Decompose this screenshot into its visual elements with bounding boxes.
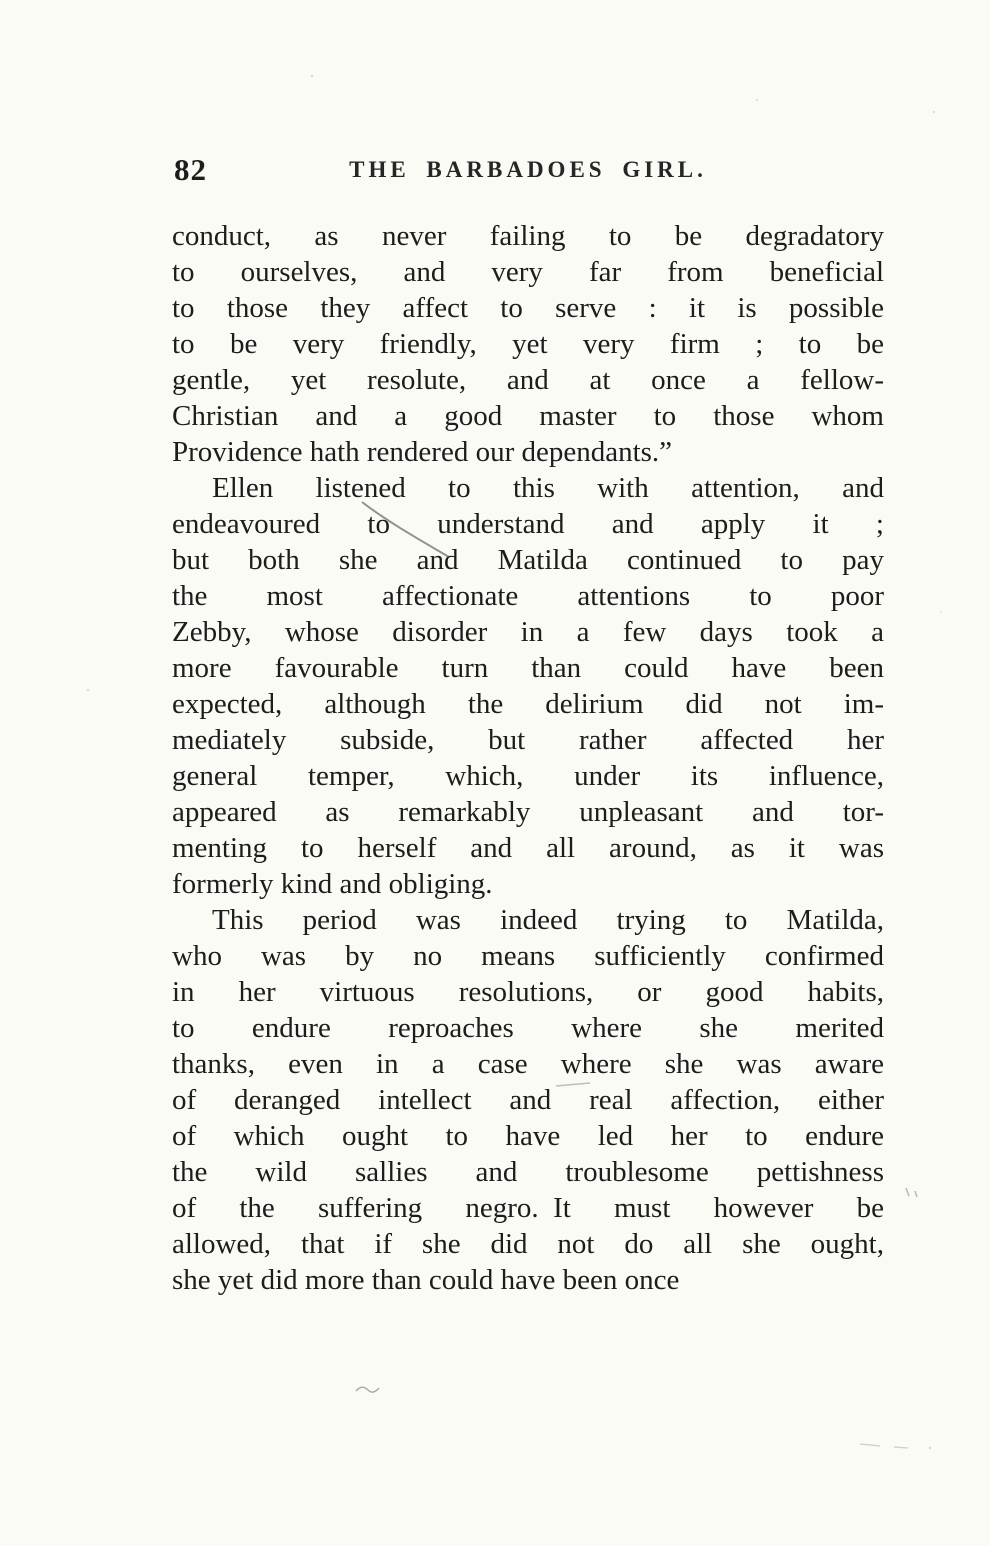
text-line: of the suffering negro. It must however be <box>172 1192 884 1224</box>
text-line: appeared as remarkably unpleasant and tor- <box>172 796 884 828</box>
text-block <box>172 150 884 1298</box>
text-line: conduct, as never failing to be degradatory <box>172 220 884 252</box>
paragraph <box>172 470 884 902</box>
bottom-dashes <box>860 1444 908 1448</box>
text-line: Zebby, whose disorder in a few days took a <box>172 616 884 648</box>
text-line: to be very friendly, yet very firm ; to be <box>172 328 884 360</box>
text-line: This period was indeed trying to Matilda, <box>212 904 884 936</box>
text-line: mediately subside, but rather affected her <box>172 724 884 756</box>
page-body <box>172 218 884 1298</box>
text-line: the wild sallies and troublesome pettishness <box>172 1156 884 1188</box>
page-number: 82 <box>174 152 207 187</box>
paper-speck <box>87 689 89 691</box>
text-line: formerly kind and obliging. <box>172 868 493 900</box>
text-line: Ellen listened to this with attention, and <box>212 472 884 504</box>
text-line: to those they affect to serve : it is possible <box>172 292 884 324</box>
text-line: she yet did more than could have been once <box>172 1264 680 1296</box>
text-line: of deranged intellect and real affection, either <box>172 1084 884 1116</box>
edge-ticks <box>906 1188 917 1197</box>
text-line: endeavoured to understand and apply it ; <box>172 508 884 540</box>
text-line: Christian and a good master to those whom <box>172 400 884 432</box>
text-line: but both she and Matilda continued to pay <box>172 544 884 576</box>
text-line: to endure reproaches where she merited <box>172 1012 884 1044</box>
paper-speck <box>929 1447 931 1449</box>
paragraph <box>172 218 884 470</box>
text-line: the most affectionate attentions to poor <box>172 580 884 612</box>
text-line: thanks, even in a case where she was aware <box>172 1048 884 1080</box>
text-line: in her virtuous resolutions, or good habits, <box>172 976 884 1008</box>
tilde-smudge <box>356 1387 379 1392</box>
paper-speck <box>756 99 758 101</box>
text-line: general temper, which, under its influence, <box>172 760 884 792</box>
paper-speck <box>933 111 935 113</box>
text-line: menting to herself and all around, as it was <box>172 832 884 864</box>
text-line: who was by no means sufficiently confirmed <box>172 940 884 972</box>
paper-speck <box>311 75 313 77</box>
paragraph <box>172 902 884 1298</box>
text-line: more favourable turn than could have been <box>172 652 884 684</box>
paper-speck <box>940 611 942 613</box>
text-line: gentle, yet resolute, and at once a fellow- <box>172 364 884 396</box>
page-header <box>172 150 884 196</box>
running-title: THE BARBADOES GIRL. <box>349 157 707 182</box>
text-line: allowed, that if she did not do all she ought, <box>172 1228 884 1260</box>
text-line: of which ought to have led her to endure <box>172 1120 884 1152</box>
text-line: to ourselves, and very far from beneficial <box>172 256 884 288</box>
text-line: expected, although the delirium did not im- <box>172 688 884 720</box>
text-line: Providence hath rendered our dependants.” <box>172 436 673 468</box>
